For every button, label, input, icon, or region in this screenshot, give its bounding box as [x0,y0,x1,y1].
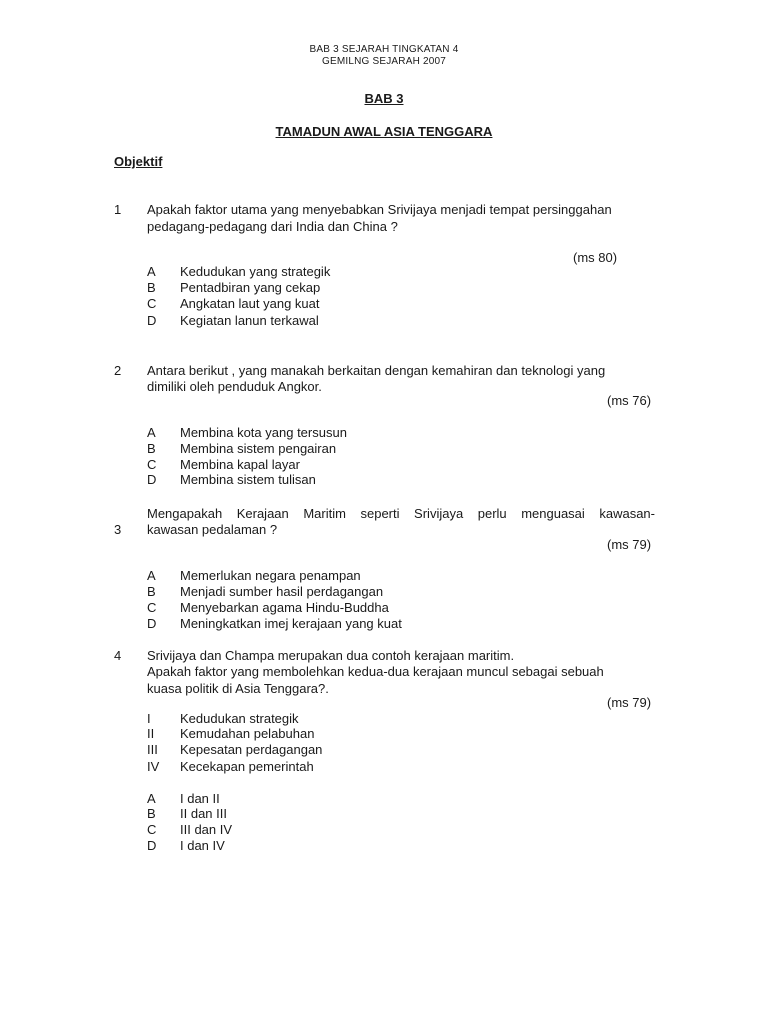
question-text-line: Apakah faktor utama yang menyebabkan Srivijaya menjadi tempat persinggahan [147,202,612,217]
option-letter: C [147,457,157,472]
option-text: I dan IV [180,838,225,853]
option-item [147,822,232,838]
option-letter: A [147,425,156,440]
option-text: Angkatan laut yang kuat [180,296,320,311]
question-number: 4 [114,648,122,663]
question-text-line: dimiliki oleh penduduk Angkor. [147,379,322,394]
question-number: 2 [114,363,122,378]
running-header-line2: GEMILNG SEJARAH 2007 [321,56,447,67]
statement-numeral: IV [147,759,160,774]
statement-numeral: II [147,726,155,741]
option-item [147,457,300,473]
option-item [147,313,319,329]
option-text: Menyebarkan agama Hindu-Buddha [180,600,389,615]
option-letter: D [147,616,157,631]
option-item [147,616,402,632]
option-letter: A [147,791,156,806]
chapter-heading: BAB 3 [364,91,404,106]
statement-text: Kedudukan strategik [180,711,299,726]
option-text: II dan III [180,806,227,821]
option-letter: B [147,280,156,295]
option-letter: B [147,441,156,456]
option-text: Membina sistem tulisan [180,472,316,487]
option-text: Membina kota yang tersusun [180,425,347,440]
section-heading: Objektif [114,154,163,169]
question-text-line: pedagang-pedagang dari India dan China ? [147,219,398,234]
statement-item [147,759,314,775]
question-text-line: Srivijaya dan Champa merupakan dua contoh kerajaan maritim. [147,648,515,663]
option-letter: C [147,296,157,311]
statement-text: Kepesatan perdagangan [180,742,323,757]
chapter-title: TAMADUN AWAL ASIA TENGGARA [275,124,493,139]
option-item [147,838,225,854]
option-item [147,280,320,296]
statement-numeral: III [147,742,158,757]
option-item [147,584,383,600]
page-reference: (ms 79) [607,695,652,710]
question-text-line: kawasan pedalaman ? [147,522,278,537]
statement-item [147,742,322,758]
option-letter: D [147,472,157,487]
option-letter: C [147,822,157,837]
option-item [147,472,316,488]
question-text-line: kuasa politik di Asia Tenggara?. [147,681,329,696]
option-letter: B [147,584,156,599]
question-text-line: Apakah faktor yang membolehkan kedua-dua kerajaan muncul sebagai sebuah [147,664,604,679]
statement-item [147,726,314,742]
option-text: I dan II [180,791,220,806]
option-text: Kedudukan yang strategik [180,264,331,279]
option-text: Pentadbiran yang cekap [180,280,321,295]
page-reference: (ms 79) [607,537,652,552]
question-text-line: Antara berikut , yang manakah berkaitan dengan kemahiran dan teknologi yang [147,363,606,378]
statement-item [147,711,299,727]
question-number: 1 [114,202,122,217]
statement-text: Kemudahan pelabuhan [180,726,315,741]
page-reference: (ms 76) [607,393,652,408]
option-text: Menjadi sumber hasil perdagangan [180,584,384,599]
option-item [147,425,347,441]
option-letter: A [147,264,156,279]
option-letter: C [147,600,157,615]
option-letter: D [147,313,157,328]
question-text-line: Mengapakah Kerajaan Maritim seperti Srivijaya perlu menguasai kawasan- [147,506,655,521]
option-letter: B [147,806,156,821]
option-letter: A [147,568,156,583]
option-item [147,441,336,457]
option-item [147,791,220,807]
option-item [147,806,227,822]
question-number: 3 [114,522,122,537]
option-text: Memerlukan negara penampan [180,568,361,583]
option-item [147,600,389,616]
statement-numeral: I [147,711,151,726]
option-letter: D [147,838,157,853]
option-text: Membina kapal layar [180,457,300,472]
option-item [147,264,330,280]
option-item [147,568,361,584]
page-reference: (ms 80) [573,250,618,265]
option-text: Membina sistem pengairan [180,441,337,456]
option-item [147,296,320,312]
running-header-line1: BAB 3 SEJARAH TINGKATAN 4 [309,44,459,55]
option-text: Kegiatan lanun terkawal [180,313,319,328]
option-text: III dan IV [180,822,233,837]
option-text: Meningkatkan imej kerajaan yang kuat [180,616,402,631]
statement-text: Kecekapan pemerintah [180,759,314,774]
